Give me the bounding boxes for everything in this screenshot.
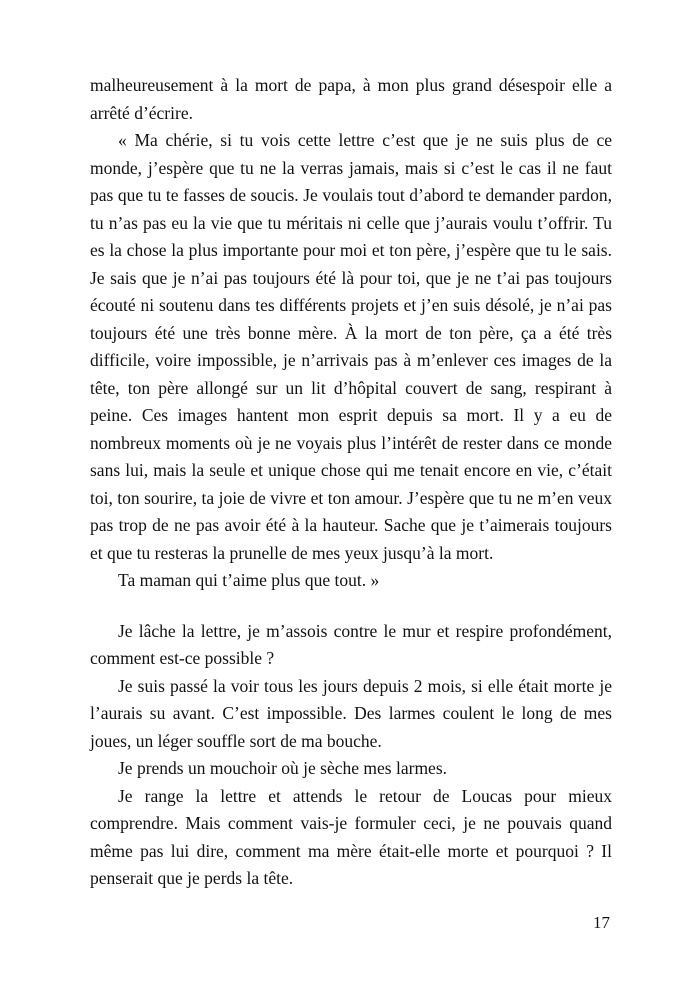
paragraph-continuation: malheureusement à la mort de papa, à mon plus grand désespoir elle a arrêté d’écrire. xyxy=(90,75,612,123)
paragraph-narration-3: Je prends un mouchoir où je sèche mes larmes. xyxy=(118,758,448,778)
paragraph-narration-1: Je lâche la lettre, je m’assois contre le mur et respire profondément, comment est-ce possible ? xyxy=(90,620,612,668)
paragraph-narration-4: Je range la lettre et attends le retour de Loucas pour mieux comprendre. Mais comment vais-je formuler ceci, je ne pouvais quand même pas lui dire, comment ma mère était-elle morte et pourquoi ? Il penserait que je perds la tête. xyxy=(90,785,612,888)
paragraph-letter-body: « Ma chérie, si tu vois cette lettre c’est que je ne suis plus de ce monde, j’espère que tu ne la verras jamais, mais si c’est le cas il ne faut pas que tu te fasses de soucis. Je voulais tout d’abord te demander pardon, tu n’as pas eu la vie que tu méritais ni celle que j’aurais voulu t’offrir. Tu es la chose la plus importante pour moi et ton père, j’espère que tu le sais. Je sais que je n’ai pas toujours été là pour toi, que je ne t’ai pas toujours écouté ni soutenu dans tes différents projets et j’en suis désolé, je n’ai pas toujours été une très bonne mère. À la mort de ton père, ça a été très difficile, voire impossible, je n’arrivais pas à m’enlever ces images de la tête, ton père allongé sur un lit d’hôpital couvert de sang, respirant à peine. Ces images hantent mon esprit depuis sa mort. Il y a eu de nombreux moments où je ne voyais plus l’intérêt de rester dans ce monde sans lui, mais la seule et unique chose qui me tenait encore en vie, c’était toi, ton sourire, ta joie de vivre et ton amour. J’espère que tu ne m’en veux pas trop de ne pas avoir été à la hauteur. Sache que je t’aimerais toujours et que tu resteras la prunelle de mes yeux jusqu’à la mort. xyxy=(90,130,612,563)
page-number: 17 xyxy=(593,913,610,932)
body-text xyxy=(90,72,612,893)
paragraph-narration-2: Je suis passé la voir tous les jours depuis 2 mois, si elle était morte je l’aurais su avant. C’est impossible. Des larmes coulent le long de mes joues, un léger souffle sort de ma bouche. xyxy=(90,675,612,751)
paragraph-letter-signature: Ta maman qui t’aime plus que tout. » xyxy=(118,570,380,590)
